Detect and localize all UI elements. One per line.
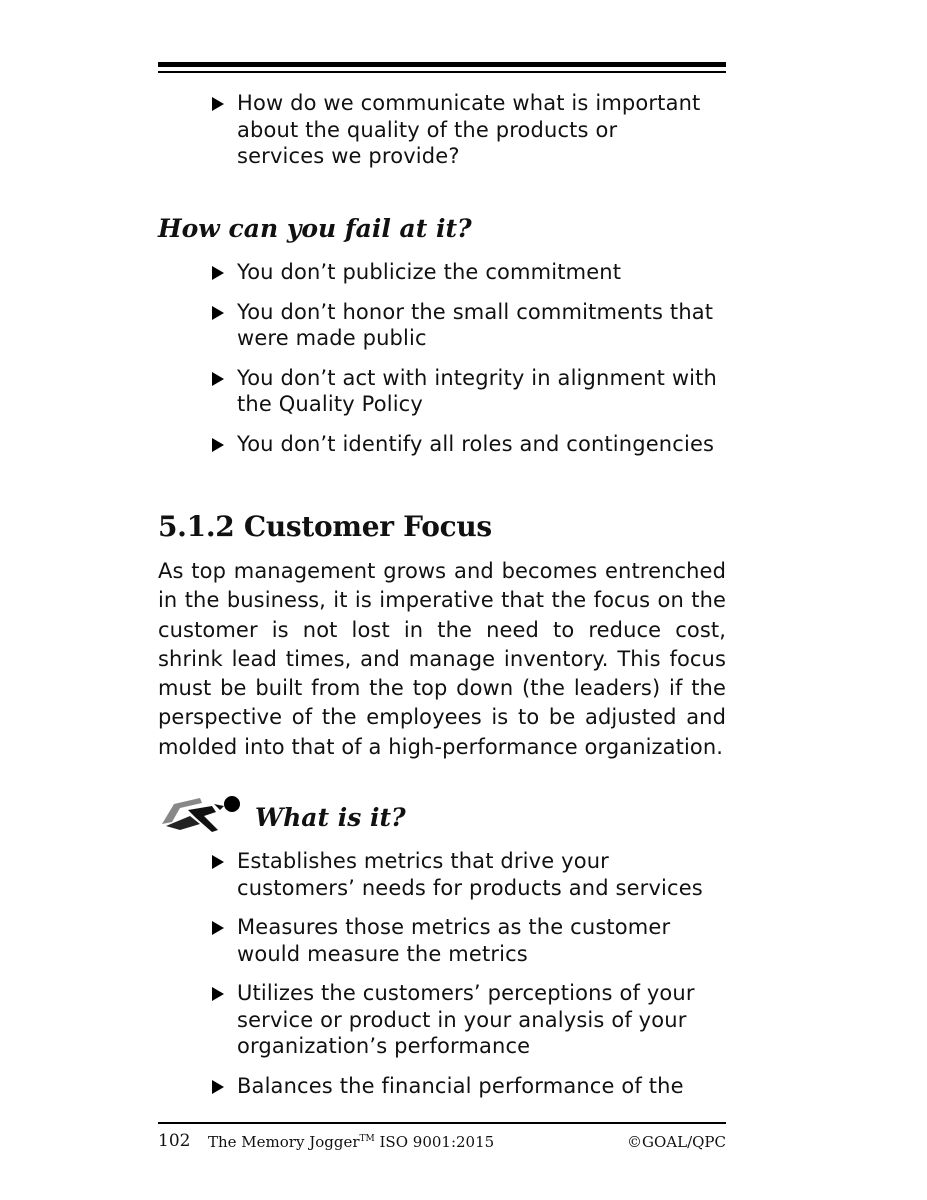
- list-item: Measures those metrics as the customer would measure the metrics: [212, 914, 692, 967]
- runner-icon: [160, 794, 244, 834]
- page-number: 102: [158, 1131, 191, 1151]
- list-item: You don’t act with integrity in alignment with the Quality Policy: [212, 365, 732, 418]
- bullet-arrow-icon: [212, 372, 224, 386]
- footer-rule: [158, 1122, 726, 1124]
- section-title: 5.1.2 Customer Focus: [158, 510, 492, 543]
- bullet-arrow-icon: [212, 306, 224, 320]
- section-paragraph: As top management grows and becomes entrenched in the business, it is imperative that the focus on the customer is not lost in the need to reduce cost, shrink lead times, and manage inventory. This focus must be built from the top down (the leaders) if the perspective of the employees is to be adjusted and molded into that of a high-performance organization.: [158, 559, 726, 759]
- list-item: Utilizes the customers’ perceptions of your service or product in your analysis of your organization’s performance: [212, 980, 717, 1060]
- bullet-arrow-icon: [212, 1080, 224, 1094]
- list-item: How do we communicate what is important about the quality of the products or services we provide?: [212, 90, 707, 170]
- bullet-arrow-icon: [212, 987, 224, 1001]
- list-item: Balances the financial performance of the: [212, 1073, 732, 1100]
- book-title: The Memory Jogger™ ISO 9001:2015: [208, 1133, 495, 1151]
- what-heading: What is it?: [255, 803, 406, 832]
- bullet-arrow-icon: [212, 266, 224, 280]
- header-rule-thick: [158, 62, 726, 67]
- list-item: Establishes metrics that drive your customers’ needs for products and services: [212, 848, 732, 901]
- header-rule-thin: [158, 71, 726, 73]
- fail-heading: How can you fail at it?: [158, 214, 472, 243]
- copyright: ©GOAL/QPC: [627, 1133, 726, 1151]
- list-item: You don’t honor the small commitments that were made public: [212, 299, 732, 352]
- trademark-mark: TM: [359, 1134, 375, 1144]
- top-bullet-list: [212, 90, 732, 183]
- bullet-arrow-icon: [212, 921, 224, 935]
- what-bullet-list: [212, 848, 732, 1112]
- fail-bullet-list: [212, 259, 732, 470]
- bullet-arrow-icon: [212, 97, 224, 111]
- list-item: You don’t identify all roles and contingencies: [212, 431, 732, 458]
- list-item: You don’t publicize the commitment: [212, 259, 732, 286]
- bullet-arrow-icon: [212, 438, 224, 452]
- bullet-arrow-icon: [212, 855, 224, 869]
